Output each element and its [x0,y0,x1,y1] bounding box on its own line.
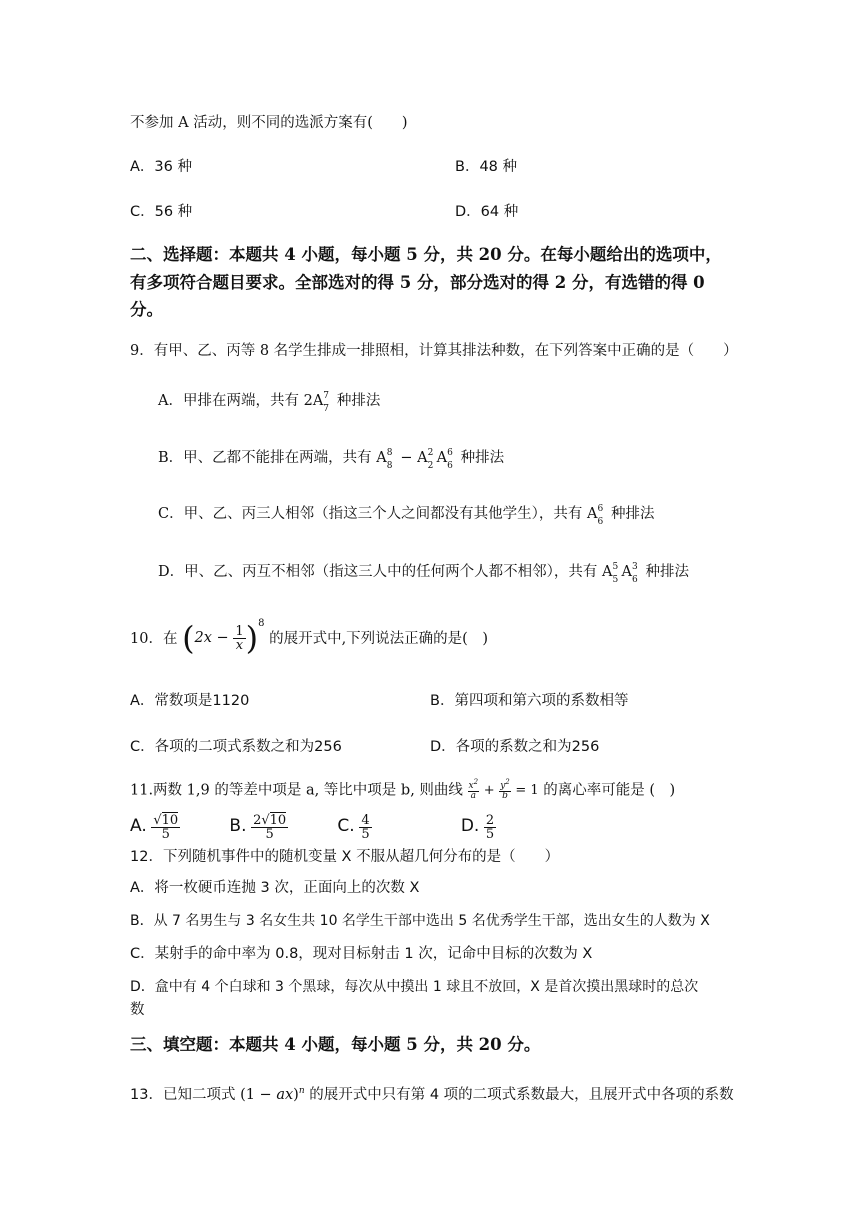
q13-stem-prefix: 13．已知二项式 [130,1087,241,1103]
q13-stem-suffix: 的展开式中只有第 4 项的二项式系数最大，且展开式中各项的系数 [304,1087,734,1103]
q8-option-a: A．36 种 [130,159,192,175]
q11-stem [130,775,675,805]
q12-option-d-line1: D．盒中有 4 个白球和 3 个黑球，每次从中摸出 1 球且不放回，X 是首次摸出黑球时的总次 [130,979,699,995]
section2-heading-line3: 分。 [130,300,163,319]
q9-option-c-text: C．甲、乙、丙三人相邻（指这三个人之间都没有其他学生），共有 [158,506,587,522]
q11-option-a-label: A. [130,816,147,836]
q13-stem [130,1081,734,1105]
q10-binomial: (2x − $\frac{1}{x}$ )$^8$ [182,618,265,657]
q11-options [130,808,496,844]
q8-option-b: B．48 种 [455,159,518,175]
q11-option-d-value: $\frac{2}{5}$ [485,812,495,842]
q9-option-d-text: D．甲、乙、丙互不相邻（指这三人中的任何两个人都不相邻），共有 [158,564,602,580]
section2-heading-line2: 有多项符合题目要求。全部选对的得 5 分，部分选对的得 2 分，有选错的得 0 [130,273,705,292]
q9-option-d [158,562,690,585]
q11-option-d-label: D. [460,816,480,836]
section2-heading-line1: 二、选择题：本题共 4 小题，每小题 5 分，共 20 分。在每小题给出的选项中， [130,245,722,264]
q9-option-b-suffix: 种排法 [456,450,505,466]
q11-option-c-value: $\frac{4}{5}$ [361,812,370,842]
q8-option-d: D．64 种 [455,204,519,220]
q8-stem-tail: 不参加 A 活动，则不同的选派方案有( ) [130,115,408,131]
q9-option-c-suffix: 种排法 [606,506,655,522]
q11-curve-equation: $\frac{x^2}{a}$ + $\frac{y^2}{b}$ = 1 [468,778,539,801]
q8-option-c: C．56 种 [130,204,193,220]
q12-option-b: B．从 7 名男生与 3 名女生共 10 名学生干部中选出 5 名优秀学生干部，选出女生的人数为 X [130,913,710,929]
section3-heading: 三、填空题：本题共 4 小题，每小题 5 分，共 20 分。 [130,1035,541,1054]
q10-option-a: A．常数项是1120 [130,693,250,709]
q9-option-d-formula: A 5 5 A 3 6 [601,562,638,585]
q10-option-c: C．各项的二项式系数之和为256 [130,739,342,755]
q9-option-b-text: B．甲、乙都不能排在两端，共有 [158,450,377,466]
q9-option-d-suffix: 种排法 [640,564,690,580]
q9-option-a-text: A．甲排在两端，共有 [158,393,304,409]
q12-option-a: A．将一枚硬币连抛 3 次，正面向上的次数 X [130,880,420,896]
q10-option-b: B．第四项和第六项的系数相等 [430,693,629,709]
q12-option-d-line2: 数 [130,1002,145,1018]
q9-option-b [158,448,505,471]
q10-stem [130,616,488,660]
q9-option-a-formula: 2A 7 7 [303,391,330,414]
q12-option-c: C．某射手的命中率为 0.8，现对目标射击 1 次，记命中目标的次数为 X [130,946,593,962]
q9-option-b-formula: A 8 8 − A 2 2 A 6 6 [376,448,453,471]
q11-option-b-value: $\frac{2√10}{5}$ [253,812,287,842]
q11-option-a-value: $\frac{√10}{5}$ [153,812,179,842]
q10-option-d: D．各项的系数之和为256 [430,739,600,755]
q10-stem-suffix: 的展开式中,下列说法正确的是( ) [269,631,488,647]
q13-binomial: (1 − ax)$^n$ [240,1086,305,1103]
q11-option-b-label: B. [229,816,247,836]
q9-option-c [158,504,655,527]
q9-option-c-formula: A 6 6 [586,504,604,527]
q9-stem: 9．有甲、乙、丙等 8 名学生排成一排照相，计算其排法种数，在下列答案中正确的是（ ） [130,343,738,359]
q9-option-a [158,391,381,414]
q11-option-c-label: C. [337,816,355,836]
q9-option-a-suffix: 种排法 [332,393,381,409]
q11-stem-suffix: 的离心率可能是 ( ) [543,782,676,799]
q10-stem-prefix: 10．在 [130,631,178,647]
q12-stem: 12．下列随机事件中的随机变量 X 不服从超几何分布的是（ ） [130,849,560,865]
q11-stem-prefix: 11.两数 1,9 的等差中项是 a, 等比中项是 b, 则曲线 [130,782,468,799]
